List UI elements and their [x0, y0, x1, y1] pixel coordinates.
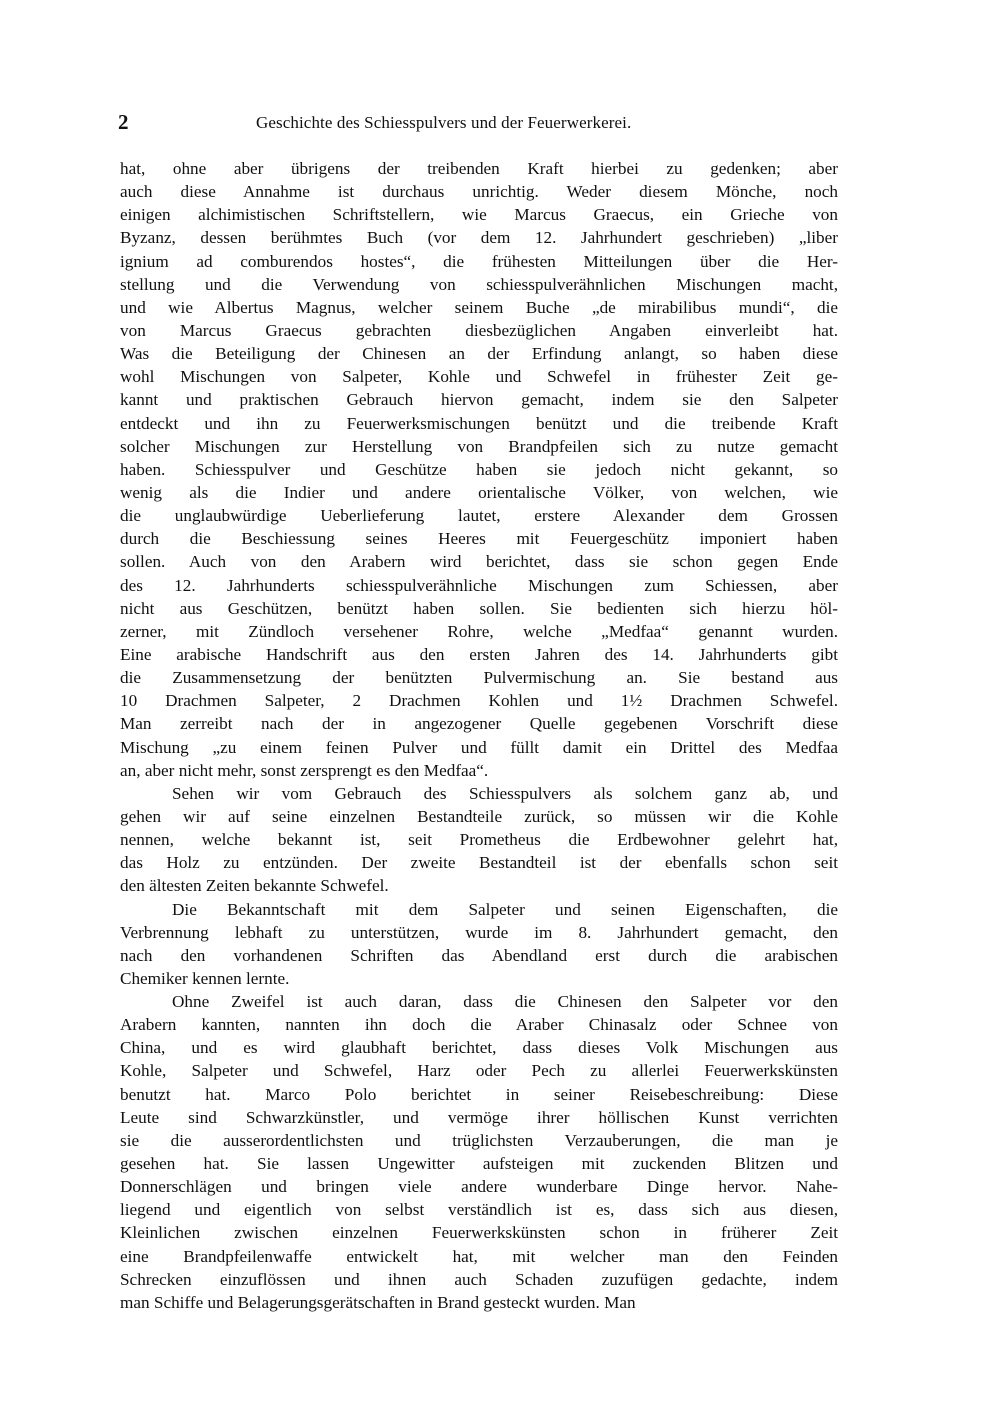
- text-line: sie die ausserordentlichsten und trüglichsten Verzauberungen, die man je: [120, 1130, 838, 1150]
- text-line: entdeckt und ihn zu Feuerwerksmischungen benützt und die treibende Kraft: [120, 413, 838, 433]
- page-header: [118, 110, 840, 138]
- text-line: gehen wir auf seine einzelnen Bestandteile zurück, so müssen wir die Kohle: [120, 806, 838, 826]
- text-line: sollen. Auch von den Arabern wird berichtet, dass sie schon gegen Ende: [120, 552, 838, 572]
- text-line: hat, ohne aber übrigens der treibenden Kraft hierbei zu gedenken; aber: [120, 159, 838, 178]
- text-line: man Schiffe und Belagerungsgerätschaften in Brand gesteckt wurden. Man: [120, 1292, 636, 1312]
- text-line: wenig als die Indier und andere orientalische Völker, von welchen, wie: [120, 482, 838, 502]
- text-line: Man zerreibt nach der in angezogener Quelle gegebenen Vorschrift diese: [120, 714, 838, 734]
- text-line: und wie Albertus Magnus, welcher seinem Buche „de mirabilibus mundi“, die: [120, 297, 838, 317]
- text-line: Leute sind Schwarzkünstler, und vermöge ihrer höllischen Kunst verrichten: [120, 1107, 838, 1127]
- text-line: des 12. Jahrhunderts schiesspulverähnliche Mischungen zum Schiessen, aber: [120, 575, 838, 595]
- paragraph: [120, 898, 838, 991]
- text-line: Donnerschlägen und bringen viele andere wunderbare Dinge hervor. Nahe-: [120, 1177, 838, 1197]
- text-line: Kohle, Salpeter und Schwefel, Harz oder Pech zu allerlei Feuerwerkskünsten: [120, 1061, 838, 1081]
- text-line: Eine arabische Handschrift aus den ersten Jahren des 14. Jahrhunderts gibt: [120, 644, 838, 664]
- text-line: die unglaubwürdige Ueberlieferung lautet, erstere Alexander dem Grossen: [120, 506, 838, 526]
- text-line: den ältesten Zeiten bekannte Schwefel.: [120, 876, 389, 896]
- body-text: [120, 157, 838, 1314]
- text-line: Byzanz, dessen berühmtes Buch (vor dem 12. Jahrhundert geschrieben) „liber: [120, 228, 838, 248]
- text-line: einigen alchimistischen Schriftstellern, wie Marcus Graecus, ein Grieche von: [120, 205, 838, 225]
- paragraph: [120, 782, 838, 898]
- text-line: Mischung „zu einem feinen Pulver und füllt damit ein Drittel des Medfaa: [120, 737, 838, 757]
- text-line: solcher Mischungen zur Herstellung von Brandpfeilen sich zu nutze gemacht: [120, 436, 838, 456]
- running-title: Geschichte des Schiesspulvers und der Feuerwerkerei.: [256, 113, 632, 132]
- text-line: zerner, mit Zündloch versehener Rohre, welche „Medfaa“ genannt wurden.: [120, 621, 838, 641]
- text-line: 10 Drachmen Salpeter, 2 Drachmen Kohlen und 1½ Drachmen Schwefel.: [120, 691, 838, 711]
- text-line: nach den vorhandenen Schriften das Abendland erst durch die arabischen: [120, 945, 838, 965]
- text-line: die Zusammensetzung der benützten Pulvermischung an. Sie bestand aus: [120, 668, 838, 688]
- text-line: kannt und praktischen Gebrauch hiervon gemacht, indem sie den Salpeter: [120, 390, 838, 410]
- text-line: Ohne Zweifel ist auch daran, dass die Chinesen den Salpeter vor den: [172, 992, 838, 1012]
- text-line: stellung und die Verwendung von schiesspulverähnlichen Mischungen macht,: [120, 274, 838, 294]
- text-line: von Marcus Graecus gebrachten diesbezüglichen Angaben einverleibt hat.: [120, 320, 838, 340]
- text-line: an, aber nicht mehr, sonst zersprengt es den Medfaa“.: [120, 760, 489, 780]
- text-line: auch diese Annahme ist durchaus unrichtig. Weder diesem Mönche, noch: [120, 182, 838, 202]
- text-line: liegend und eigentlich von selbst verständlich ist es, dass sich aus diesen,: [120, 1200, 838, 1220]
- text-line: das Holz zu entzünden. Der zweite Bestandteil ist der ebenfalls schon seit: [120, 853, 838, 873]
- text-line: ignium ad comburendos hostes“, die frühesten Mitteilungen über die Her-: [120, 251, 838, 271]
- text-line: Kleinlichen zwischen einzelnen Feuerwerkskünsten schon in früherer Zeit: [120, 1223, 838, 1243]
- text-line: wohl Mischungen von Salpeter, Kohle und Schwefel in frühester Zeit ge-: [120, 367, 838, 387]
- text-line: Die Bekanntschaft mit dem Salpeter und seinen Eigenschaften, die: [172, 899, 838, 919]
- text-line: durch die Beschiessung seines Heeres mit Feuergeschütz imponiert haben: [120, 529, 838, 549]
- text-line: eine Brandpfeilenwaffe entwickelt hat, mit welcher man den Feinden: [120, 1246, 838, 1266]
- text-line: nennen, welche bekannt ist, seit Prometheus die Erdbewohner gelehrt hat,: [120, 830, 838, 850]
- text-line: Verbrennung lebhaft zu unterstützen, wurde im 8. Jahrhundert gemacht, den: [120, 922, 838, 942]
- paragraph: [120, 157, 838, 782]
- text-line: Sehen wir vom Gebrauch des Schiesspulvers als solchem ganz ab, und: [172, 783, 838, 803]
- text-line: China, und es wird glaubhaft berichtet, dass dieses Volk Mischungen aus: [120, 1038, 838, 1058]
- text-line: gesehen hat. Sie lassen Ungewitter aufsteigen mit zuckenden Blitzen und: [120, 1154, 838, 1174]
- text-line: Schrecken einzuflössen und ihnen auch Schaden zuzufügen gedachte, indem: [120, 1269, 838, 1289]
- text-line: Was die Beteiligung der Chinesen an der Erfindung anlangt, so haben diese: [120, 344, 838, 364]
- text-line: nicht aus Geschützen, benützt haben sollen. Sie bedienten sich hierzu höl-: [120, 598, 838, 618]
- page-number: 2: [118, 110, 129, 134]
- text-line: haben. Schiesspulver und Geschütze haben sie jedoch nicht gekannt, so: [120, 459, 838, 479]
- text-line: Chemiker kennen lernte.: [120, 968, 290, 988]
- text-line: benutzt hat. Marco Polo berichtet in seiner Reisebeschreibung: Diese: [120, 1084, 838, 1104]
- paragraph: [120, 990, 838, 1314]
- text-line: Arabern kannten, nannten ihn doch die Araber Chinasalz oder Schnee von: [120, 1015, 838, 1035]
